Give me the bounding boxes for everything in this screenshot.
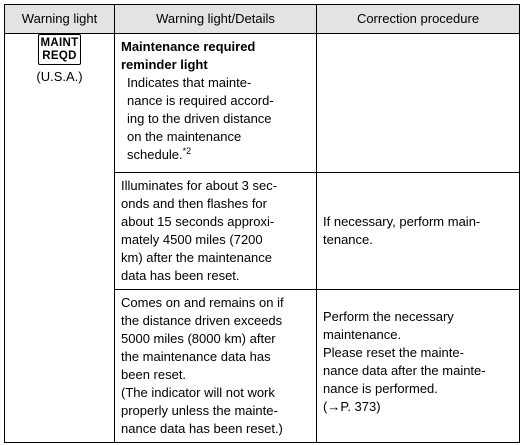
row2-correction-line: Please reset the mainte- (323, 345, 464, 360)
row1-detail-line: onds and then flashes for (121, 196, 267, 211)
row1-detail-line: km) after the maintenance (121, 250, 273, 265)
row2-detail-line: 5000 miles (8000 km) after (121, 331, 276, 346)
row2-detail-line: been reset. (121, 367, 187, 382)
light-title-line1: Maintenance required (121, 39, 256, 54)
intro-desc-line: nance is required accord- (127, 93, 274, 108)
intro-correction-cell (317, 34, 520, 173)
footnote-marker: *2 (182, 146, 192, 156)
row2-detail-line: properly unless the mainte- (121, 403, 278, 418)
row2-detail-line: nance data has been reset.) (121, 421, 283, 436)
header-warning-light: Warning light (5, 5, 115, 34)
row1-detail-line: data has been reset. (121, 268, 240, 283)
region-label: (U.S.A.) (36, 69, 83, 84)
row2-detail-cell (115, 290, 317, 443)
row1-detail-line: Illuminates for about 3 sec- (121, 178, 278, 193)
table-row-intro (5, 34, 520, 173)
row1-correction-line: tenance. (323, 232, 373, 247)
light-title-line2: reminder light (121, 57, 208, 72)
table-header-row (5, 5, 520, 34)
intro-desc-line: schedule. (127, 147, 183, 162)
header-details: Warning light/Details (115, 5, 317, 34)
row1-correction-line: If necessary, perform main- (323, 214, 481, 229)
row2-detail-line: the distance driven exceeds (121, 313, 283, 328)
row2-detail-line: the maintenance data has (121, 349, 271, 364)
warning-light-cell (5, 34, 115, 443)
intro-desc-line: on the maintenance (127, 129, 242, 144)
intro-desc-line: Indicates that mainte- (127, 75, 252, 90)
header-correction: Correction procedure (317, 5, 520, 34)
warning-light-table (4, 4, 520, 443)
row2-detail-line: (The indicator will not work (121, 385, 275, 400)
intro-desc-line: ing to the driven distance (127, 111, 272, 126)
maint-reqd-indicator-icon (38, 34, 82, 65)
row2-correction-line: maintenance. (323, 327, 402, 342)
row1-detail-line: about 15 seconds approxi- (121, 214, 275, 229)
row2-detail-line: Comes on and remains on if (121, 295, 284, 310)
row2-correction-line: Perform the necessary (323, 309, 454, 324)
badge-line-maint: MAINT (40, 37, 79, 49)
row1-detail-line: mately 4500 miles (7200 (121, 232, 263, 247)
row2-correction-line: nance is performed. (323, 381, 438, 396)
page-reference[interactable]: (→P. 373) (323, 399, 381, 414)
badge-line-reqd: REQD (42, 50, 77, 62)
row1-detail-cell (115, 173, 317, 290)
row2-correction-cell (317, 290, 520, 443)
intro-detail-cell (115, 34, 317, 173)
row1-correction-cell (317, 173, 520, 290)
intro-desc-last-line (121, 146, 310, 164)
row2-correction-line: nance data after the mainte- (323, 363, 486, 378)
